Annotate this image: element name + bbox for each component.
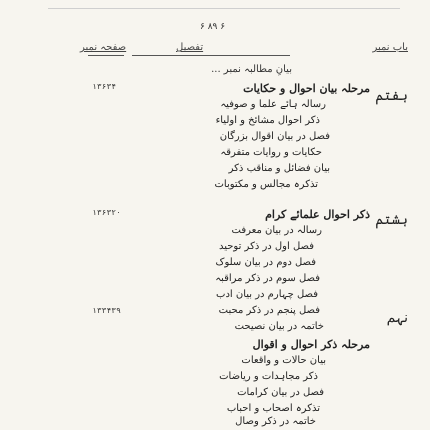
chapter-marker: ہفتم xyxy=(375,88,408,104)
chapter-line: فصل در بیان اقوال بزرگان xyxy=(219,131,330,142)
chapter-line: حکایات و روایات متفرقہ xyxy=(220,147,322,158)
page-reference: ۱۳۶۳۴ xyxy=(92,82,117,91)
chapter-line: فصل دوم در بیان سلوک xyxy=(215,257,316,268)
chapter-line: ذکر مجاہدات و ریاضات xyxy=(219,371,318,382)
header-rule-left xyxy=(88,55,124,56)
chapter-line: تذکرہ مجالس و مکتوبات xyxy=(214,179,318,190)
chapter-title: مرحلہ ذکر احوال و اقوال xyxy=(252,338,370,351)
chapter-line: فصل پنجم در ذکر محبت xyxy=(218,305,320,316)
chapter-line: فصل سوم در ذکر مراقبہ xyxy=(215,273,320,284)
page-reference: ۱۳۳۴۳۹ xyxy=(92,306,121,315)
chapter-marker: نہم xyxy=(386,310,408,326)
top-divider xyxy=(48,8,400,9)
header-detail-column: تفصیل xyxy=(176,42,204,53)
chapter-line: خاتمہ در ذکر وصال xyxy=(235,416,316,427)
chapter-title: ذکر احوال علمائے کرام xyxy=(265,208,370,221)
subtitle: بیانِ مطالبہ نمبر ... xyxy=(211,64,292,75)
chapter-line: رسالہ ہائے علما و صوفیہ xyxy=(220,99,326,110)
chapter-line: خاتمہ در بیان نصیحت xyxy=(234,321,324,332)
page-number: ۶ ۸۹ ۶ xyxy=(200,22,226,32)
chapter-line: فصل چہارم در بیان ادب xyxy=(216,289,318,300)
chapter-line: رسالہ در بیان معرفت xyxy=(231,225,322,236)
page-reference: ۱۳۶۳۲۰ xyxy=(92,208,121,217)
chapter-marker: ہشتم xyxy=(375,212,408,228)
chapter-line: فصل در بیان کرامات xyxy=(237,387,324,398)
chapter-line: بیان فضائل و مناقب ذکر xyxy=(228,163,330,174)
chapter-line: تذکرہ اصحاب و احباب xyxy=(226,403,320,414)
chapter-line: فصل اول در ذکر توحید xyxy=(218,241,314,252)
header-rule xyxy=(132,55,290,56)
header-page-column: صفحہ نمبر xyxy=(80,42,127,53)
header-chapter-column: باب نمبر xyxy=(372,42,408,53)
chapter-title: مرحلہ بیان احوال و حکایات xyxy=(243,82,370,95)
chapter-line: بیان حالات و واقعات xyxy=(241,355,326,366)
chapter-line: ذکر احوال مشائخ و اولیاء xyxy=(215,115,320,126)
